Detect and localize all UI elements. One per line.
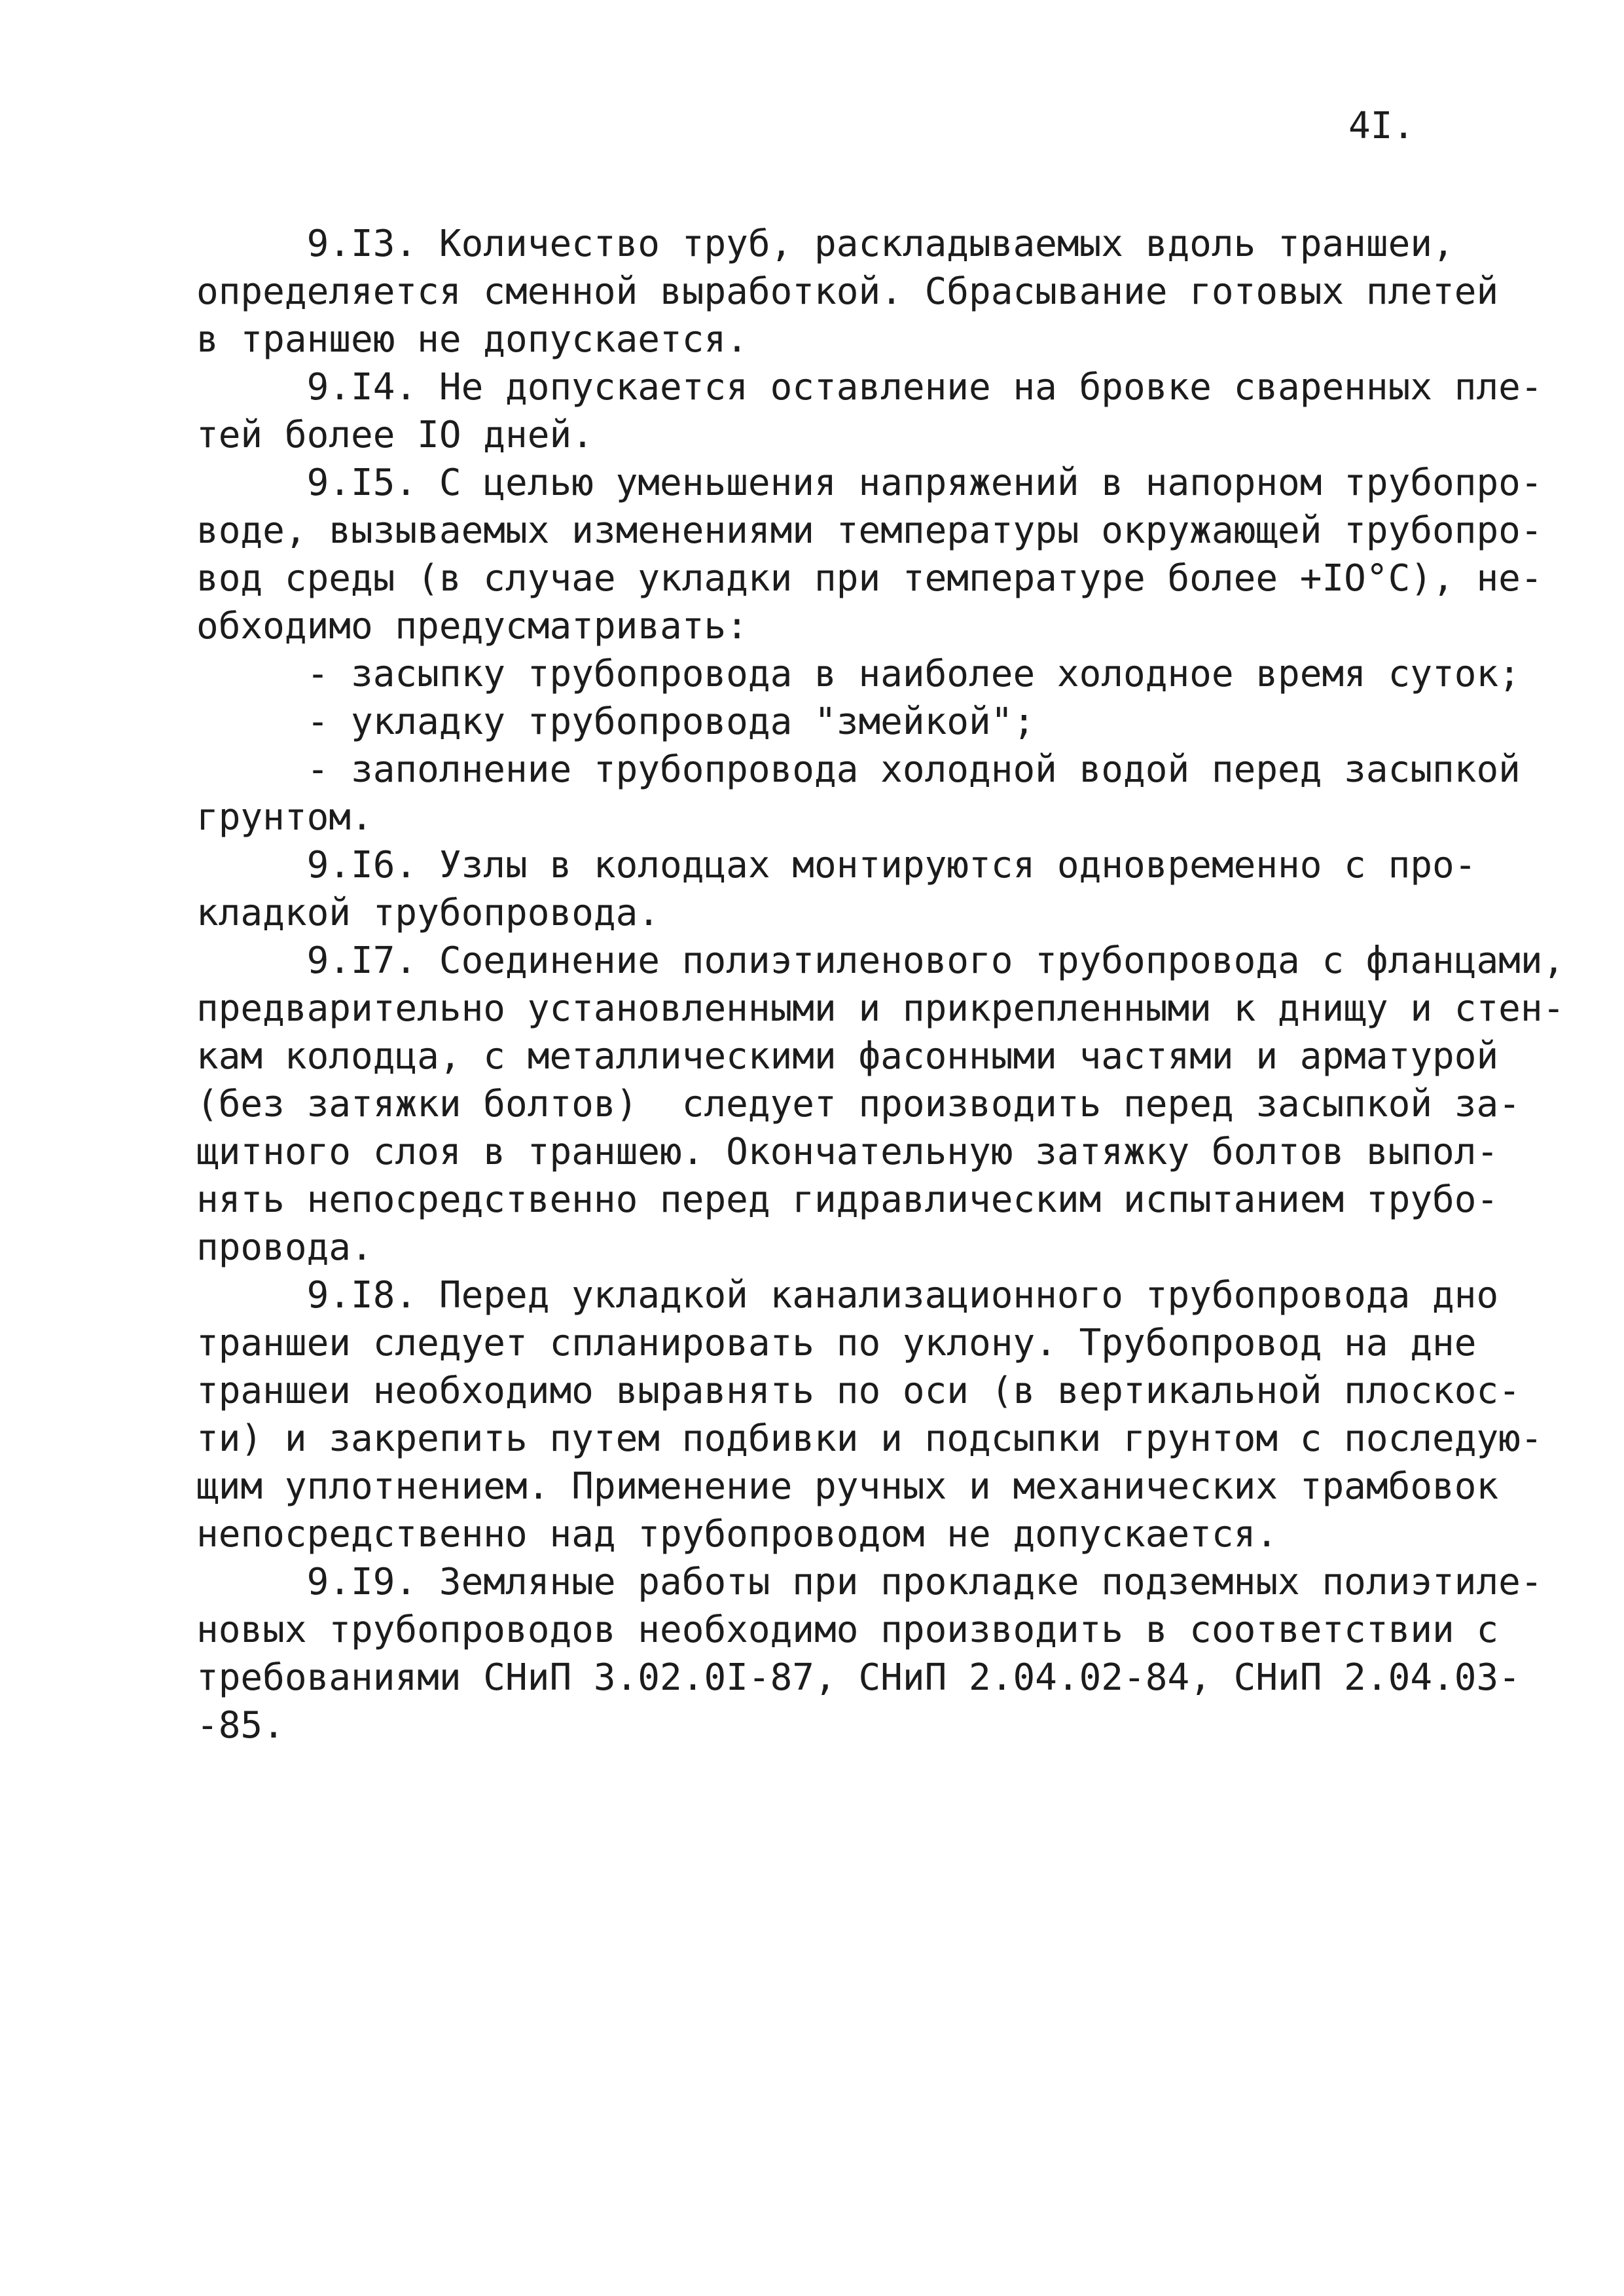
page-number: 4I. xyxy=(1348,105,1415,147)
text-line: кладкой трубопровода. xyxy=(196,892,660,934)
text-line: определяется сменной выработкой. Сбрасывание готовых плетей xyxy=(196,270,1499,313)
text-line: щим уплотнением. Применение ручных и механических трамбовок xyxy=(196,1465,1499,1508)
text-line: нять непосредственно перед гидравлическим испытанием трубо- xyxy=(196,1178,1499,1221)
text-line: кам колодца, с металлическими фасонными частями и арматурой xyxy=(196,1035,1499,1078)
text-line: 9.I8. Перед укладкой канализационного трубопровода дно xyxy=(196,1274,1499,1317)
text-line: - заполнение трубопровода холодной водой перед засыпкой xyxy=(196,748,1521,791)
text-line: 9.I4. Не допускается оставление на бровке сваренных пле- xyxy=(196,366,1543,409)
text-line: 9.I5. С целью уменьшения напряжений в напорном трубопро- xyxy=(196,462,1543,504)
text-line: - укладку трубопровода "змейкой"; xyxy=(196,701,1036,743)
text-line: провода. xyxy=(196,1226,373,1269)
text-line: тей более IO дней. xyxy=(196,414,594,456)
text-line: в траншею не допускается. xyxy=(196,318,748,361)
text-line: обходимо предусматривать: xyxy=(196,605,748,647)
text-line: ти) и закрепить путем подбивки и подсыпки грунтом с последую- xyxy=(196,1417,1543,1460)
text-line: 9.I6. Узлы в колодцах монтируются одновременно с про- xyxy=(196,844,1477,886)
text-line: вод среды (в случае укладки при температуре более +IO°С), не- xyxy=(196,557,1543,600)
text-line: траншеи следует спланировать по уклону. Трубопровод на дне xyxy=(196,1322,1477,1364)
text-line: требованиями СНиП 3.02.0I-87, СНиП 2.04.02-84, СНиП 2.04.03- xyxy=(196,1656,1521,1699)
text-line: щитного слоя в траншею. Окончательную затяжку болтов выпол- xyxy=(196,1131,1499,1173)
text-line: траншеи необходимо выравнять по оси (в вертикальной плоскос- xyxy=(196,1370,1521,1412)
text-line: 9.I3. Количество труб, раскладываемых вдоль траншеи, xyxy=(196,223,1454,265)
text-line: предварительно установленными и прикрепленными к днищу и стен- xyxy=(196,987,1565,1030)
text-line: новых трубопроводов необходимо производить в соответствии с xyxy=(196,1609,1499,1651)
text-line: (без затяжки болтов) следует производить перед засыпкой за- xyxy=(196,1083,1521,1125)
text-line: воде, вызываемых изменениями температуры окружающей трубопро- xyxy=(196,509,1543,552)
text-line: непосредственно над трубопроводом не допускается. xyxy=(196,1513,1278,1556)
text-line: 9.I9. Земляные работы при прокладке подземных полиэтиле- xyxy=(196,1561,1543,1603)
text-line: -85. xyxy=(196,1704,285,1747)
text-line: 9.I7. Соединение полиэтиленового трубопровода с фланцами, xyxy=(196,939,1565,982)
text-line: - засыпку трубопровода в наиболее холодное время суток; xyxy=(196,653,1521,695)
text-line: грунтом. xyxy=(196,796,373,839)
